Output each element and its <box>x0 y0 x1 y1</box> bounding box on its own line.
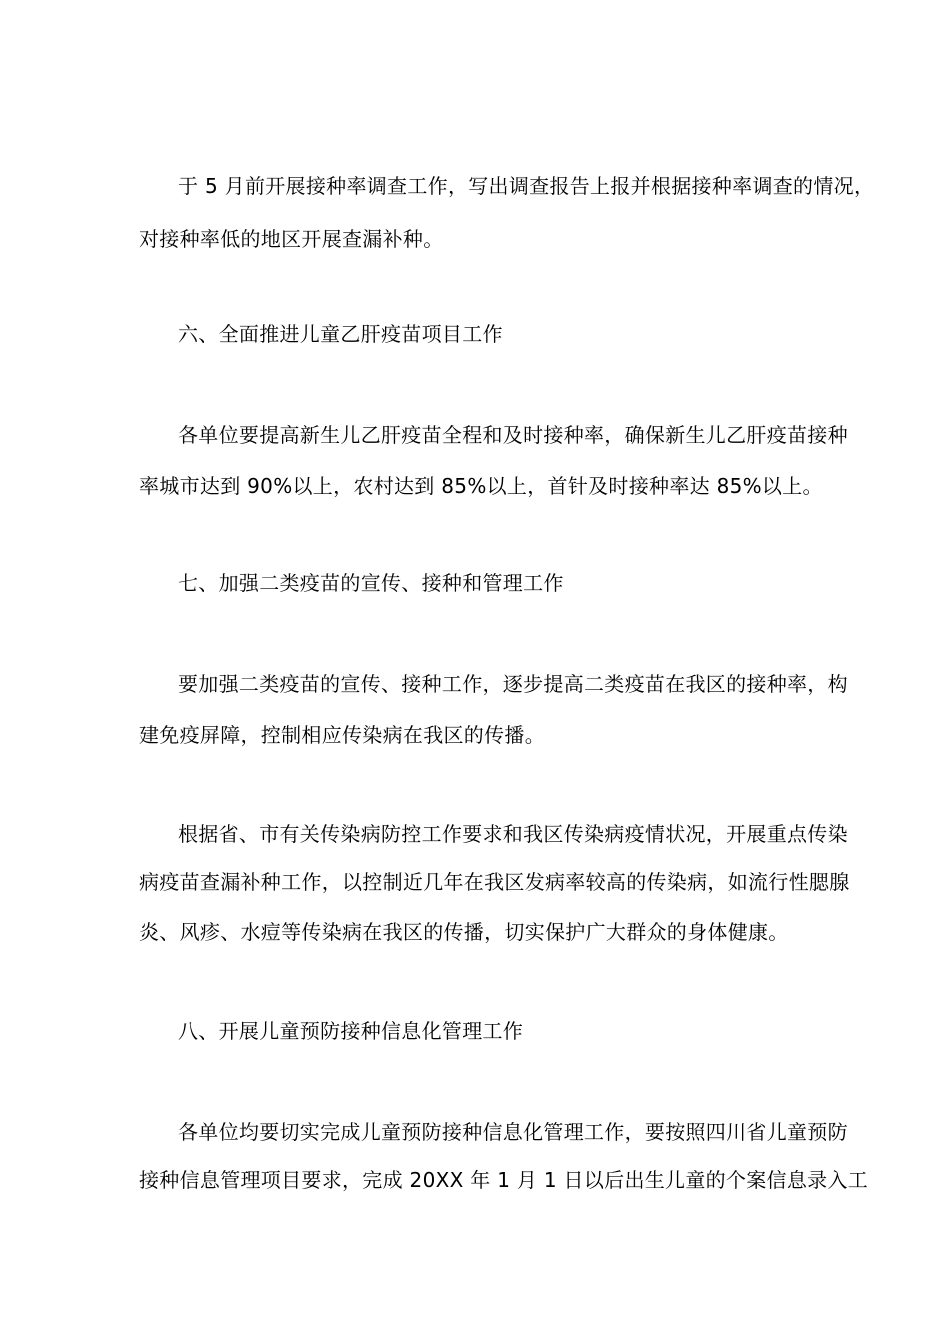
paragraph-line: 要加强二类疫苗的宣传、接种工作，逐步提高二类疫苗在我区的接种率，构 <box>178 672 848 696</box>
paragraph-line: 建免疫屏障，控制相应传染病在我区的传播。 <box>139 723 545 747</box>
paragraph-line: 接种信息管理项目要求，完成 20XX 年 1 月 1 日以后出生儿童的个案信息录入工 <box>139 1168 869 1192</box>
paragraph-line: 于 5 月前开展接种率调查工作，写出调查报告上报并根据接种率调查的情况， <box>178 174 875 198</box>
paragraph-line: 对接种率低的地区开展查漏补种。 <box>139 227 444 251</box>
section-heading-7: 七、加强二类疫苗的宣传、接种和管理工作 <box>178 571 564 595</box>
paragraph-line: 各单位要提高新生儿乙肝疫苗全程和及时接种率，确保新生儿乙肝疫苗接种 <box>178 423 848 447</box>
paragraph-line: 根据省、市有关传染病防控工作要求和我区传染病疫情状况，开展重点传染 <box>178 822 848 846</box>
paragraph-line: 率城市达到 90%以上，农村达到 85%以上，首针及时接种率达 85%以上。 <box>139 474 823 498</box>
paragraph-line: 各单位均要切实完成儿童预防接种信息化管理工作，要按照四川省儿童预防 <box>178 1120 848 1144</box>
paragraph-line: 炎、风疹、水痘等传染病在我区的传播，切实保护广大群众的身体健康。 <box>139 920 789 944</box>
section-heading-8: 八、开展儿童预防接种信息化管理工作 <box>178 1019 524 1043</box>
paragraph-line: 病疫苗查漏补种工作，以控制近几年在我区发病率较高的传染病，如流行性腮腺 <box>139 870 850 894</box>
section-heading-6: 六、全面推进儿童乙肝疫苗项目工作 <box>178 322 503 346</box>
